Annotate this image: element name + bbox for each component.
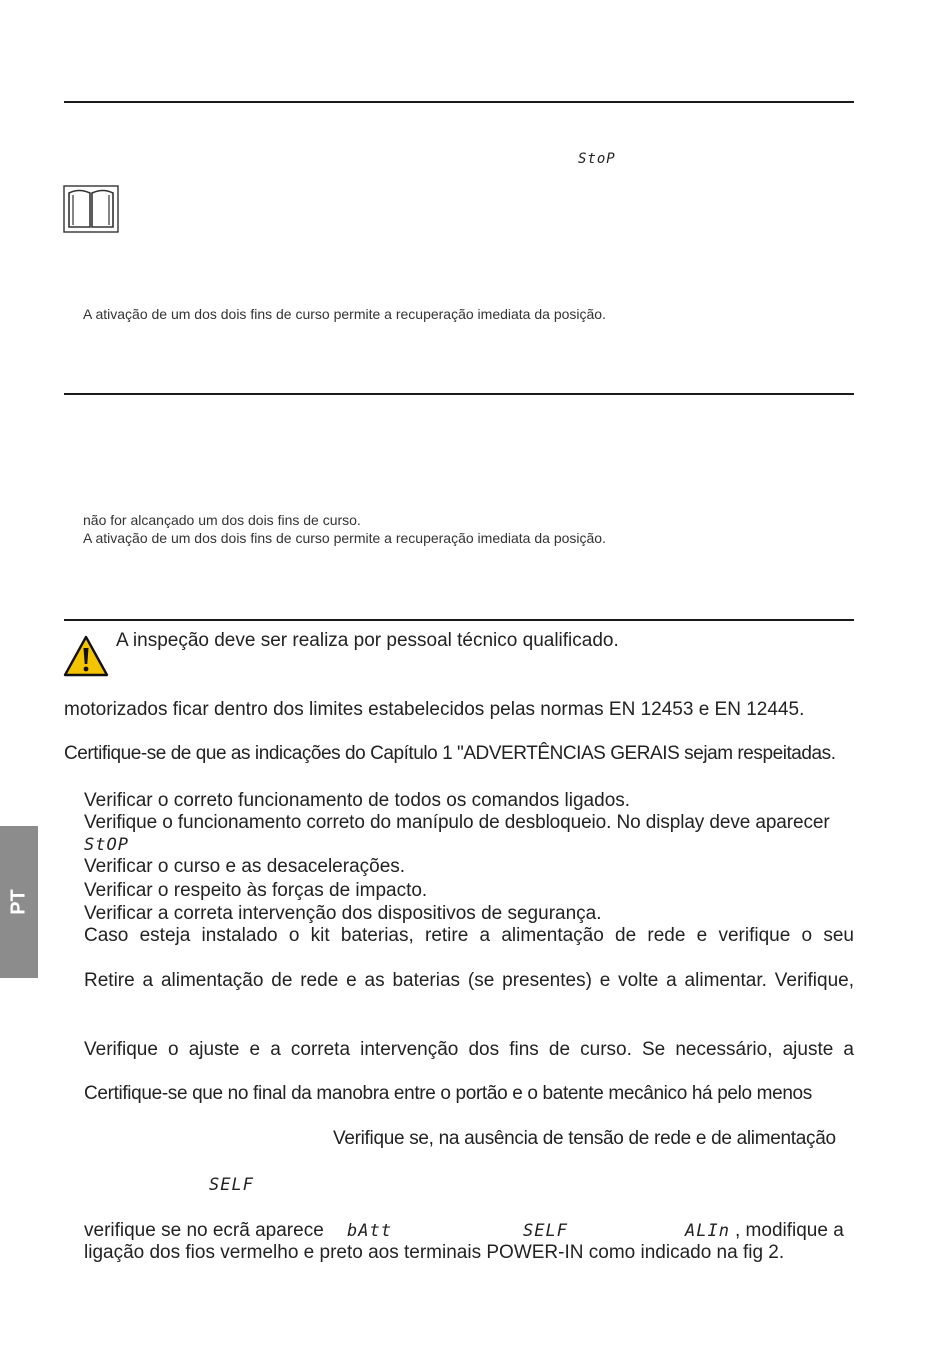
section-divider xyxy=(64,619,854,621)
checklist-item: Verifique o ajuste e a correta intervenção dos fins de curso. Se necessário, ajuste a xyxy=(84,1039,854,1060)
checklist-item: Caso esteja instalado o kit baterias, retire a alimentação de rede e verifique o seu xyxy=(84,925,854,946)
section-divider xyxy=(64,101,854,103)
display-code-stop: StoP xyxy=(578,151,616,167)
warning-icon xyxy=(63,634,109,678)
display-code-alin: ALIn xyxy=(685,1221,730,1241)
checklist-item: Verificar o respeito às forças de impacto. xyxy=(84,880,428,901)
limit-switch-note: A ativação de um dos dois fins de curso permite a recuperação imediata da posição. xyxy=(83,530,606,546)
manual-book-icon xyxy=(63,185,119,233)
section-divider xyxy=(64,393,854,395)
checklist-item: verifique se no ecrã aparece xyxy=(84,1220,324,1241)
inspection-warning: A inspeção deve ser realiza por pessoal técnico qualificado. xyxy=(116,630,619,651)
checklist-item: Certifique-se que no final da manobra entre o portão e o batente mecânico há pelo menos xyxy=(84,1083,812,1104)
display-code-self: SELF xyxy=(523,1221,568,1241)
standards-paragraph: motorizados ficar dentro dos limites estabelecidos pelas normas EN 12453 e EN 12445. xyxy=(64,699,805,720)
checklist-item: , modifique a xyxy=(735,1220,844,1241)
language-tab-label: PT xyxy=(7,889,30,915)
language-tab xyxy=(0,826,38,978)
checklist-item: Retire a alimentação de rede e as baterias (se presentes) e volte a alimentar. Verifique, xyxy=(84,970,854,991)
limit-switch-note: A ativação de um dos dois fins de curso permite a recuperação imediata da posição. xyxy=(83,306,606,322)
display-code-batt: bAtt xyxy=(347,1221,392,1241)
checklist-item: Verifique se, na ausência de tensão de rede e de alimentação xyxy=(333,1128,836,1149)
display-code-self: SELF xyxy=(209,1175,254,1195)
general-warnings-paragraph: Certifique-se de que as indicações do Capítulo 1 "ADVERTÊNCIAS GERAIS sejam respeitadas. xyxy=(64,743,836,764)
checklist-item: Verifique o funcionamento correto do manípulo de desbloqueio. No display deve aparecer xyxy=(84,812,830,833)
limit-not-reached-text: não for alcançado um dos dois fins de curso. xyxy=(83,512,361,528)
display-code-stop: StOP xyxy=(84,835,129,855)
checklist-item: Verificar o curso e as desacelerações. xyxy=(84,856,406,877)
checklist-item: ligação dos fios vermelho e preto aos terminais POWER-IN como indicado na fig 2. xyxy=(84,1242,785,1263)
checklist-item: Verificar o correto funcionamento de todos os comandos ligados. xyxy=(84,790,631,811)
checklist-item: Verificar a correta intervenção dos dispositivos de segurança. xyxy=(84,903,602,924)
